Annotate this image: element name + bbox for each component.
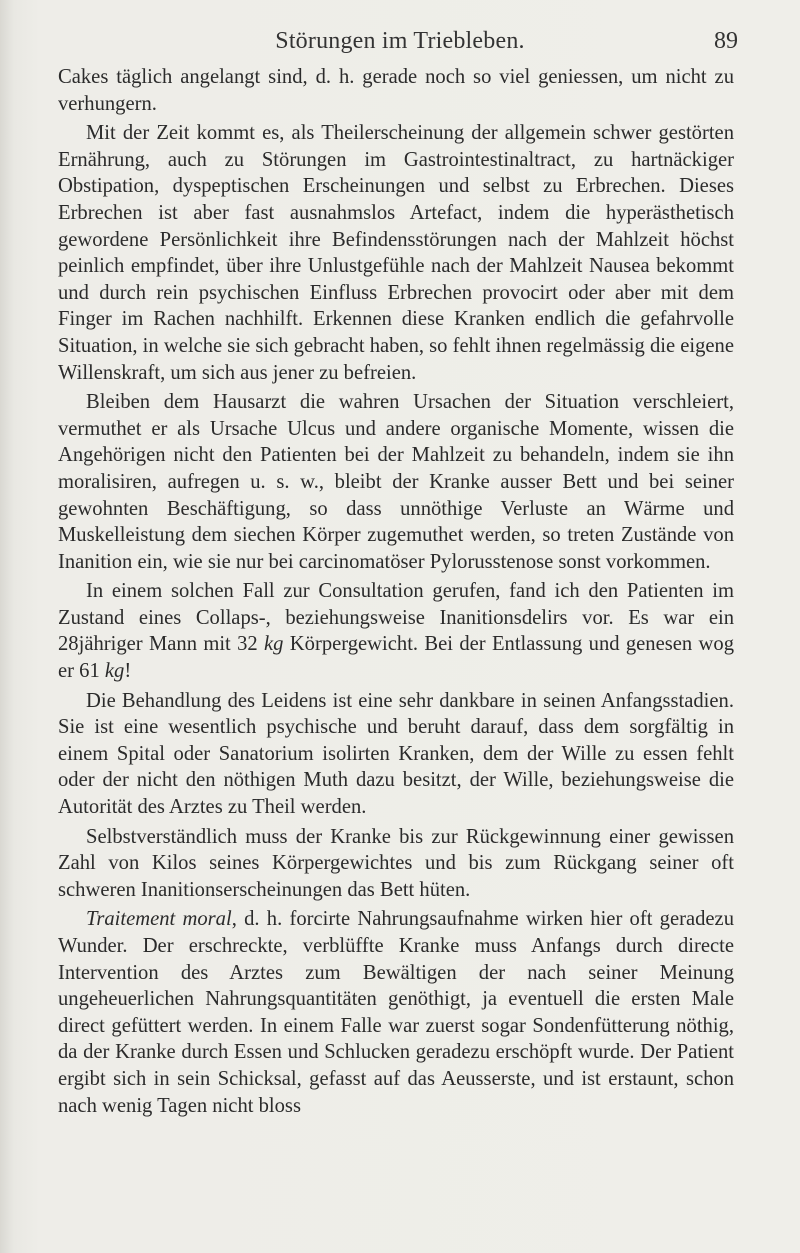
paragraph: [58, 578, 734, 684]
paragraph: [58, 389, 734, 575]
paragraph-text: Selbstverständlich muss der Kranke bis zur Rückgewinnung einer gewissen Zahl von Kilos seines Körpergewichtes und bis zum Rückgang seiner oft schweren Inanitionserscheinungen das Bett hüten.: [58, 825, 734, 901]
italic-text: Traitement moral: [86, 908, 232, 931]
paragraph: [58, 824, 734, 904]
paragraph-text: Cakes täglich angelangt sind, d. h. gerade noch so viel geniessen, um nicht zu verhungern.: [58, 66, 734, 115]
paragraph-text: Mit der Zeit kommt es, als Theilerscheinung der allgemein schwer gestörten Ernährung, auch zu Störungen im Gastrointestinaltract, zu hartnäckiger Obstipation, dyspeptischen Erscheinungen und selbst zu Erbrechen. Dieses Erbrechen ist aber fast ausnahmslos Artefact, indem die hyperästhetisch gewordene Persönlichkeit ihre Befindensstörungen nach der Mahlzeit höchst peinlich empfindet, über ihre Unlustgefühle nach der Mahlzeit Nausea bekommt und durch rein psychischen Einfluss Erbrechen provocirt oder aber mit dem Finger im Rachen nachhilft. Erkennen diese Kranken endlich die gefahrvolle Situation, in welche sie sich gebracht haben, so fehlt ihnen regelmässig die eigene Willenskraft, um sich aus jener zu befreien.: [58, 122, 734, 384]
paragraph: [58, 64, 734, 117]
paragraph-text: !: [124, 660, 132, 683]
italic-text: kg: [104, 660, 125, 683]
running-title: Störungen im Triebleben.: [275, 28, 525, 54]
italic-text: kg: [264, 633, 284, 656]
paragraph: [58, 688, 734, 821]
paragraph: [58, 120, 734, 386]
body-text: [58, 64, 734, 1119]
paragraph-text: In einem solchen Fall zur Consultation gerufen, fand ich den Patienten im Zustand eines Collaps-, beziehungsweise Inanitionsdelirs vor. Es war ein 28jähriger Mann mit 32: [58, 580, 734, 656]
page-number: 89: [714, 28, 738, 54]
paragraph-text: Bleiben dem Hausarzt die wahren Ursachen der Situation verschleiert, vermuthet er als Ursache Ulcus und andere organische Momente, wissen die Angehörigen nicht den Patienten bei der Mahlzeit zu behandeln, indem sie ihn moralisiren, aufregen u. s. w., bleibt der Kranke ausser Bett und bei seiner gewohnten Beschäftigung, so dass unnöthige Verluste an Wärme und Muskelleistung dem siechen Körper zugemuthet werden, so treten Zustände von Inanition ein, wie sie nur bei carcinomatöser Pylorusstenose sonst vorkommen.: [58, 391, 734, 573]
paragraph-text: , d. h. forcirte Nahrungsaufnahme wirken hier oft geradezu Wunder. Der erschreckte, verblüffte Kranke muss Anfangs durch directe Intervention des Arztes zum Bewältigen der nach seiner Meinung ungeheuerlichen Nahrungsquantitäten genöthigt, ja eventuell die ersten Male direct gefüttert werden. In einem Falle war zuerst sogar Sondenfütterung nöthig, da der Kranke durch Essen und Schlucken geradezu erschöpft wurde. Der Patient ergibt sich in sein Schicksal, gefasst auf das Aeusserste, und ist erstaunt, schon nach wenig Tagen nicht bloss: [58, 908, 734, 1117]
paragraph: [58, 906, 734, 1119]
running-head: [0, 22, 800, 62]
paragraph-text: Die Behandlung des Leidens ist eine sehr dankbare in seinen Anfangsstadien. Sie ist eine wesentlich psychische und beruht darauf, dass dem sorgfältig in einem Spital oder Sanatorium isolirten Kranken, dem der Wille zu essen fehlt oder der nicht den nöthigen Muth dazu besitzt, der Wille, beziehungsweise die Autorität des Arztes zu Theil werden.: [58, 689, 734, 819]
paragraph-text: Körpergewicht. Bei der Entlassung und genesen wog er 61: [58, 633, 734, 683]
